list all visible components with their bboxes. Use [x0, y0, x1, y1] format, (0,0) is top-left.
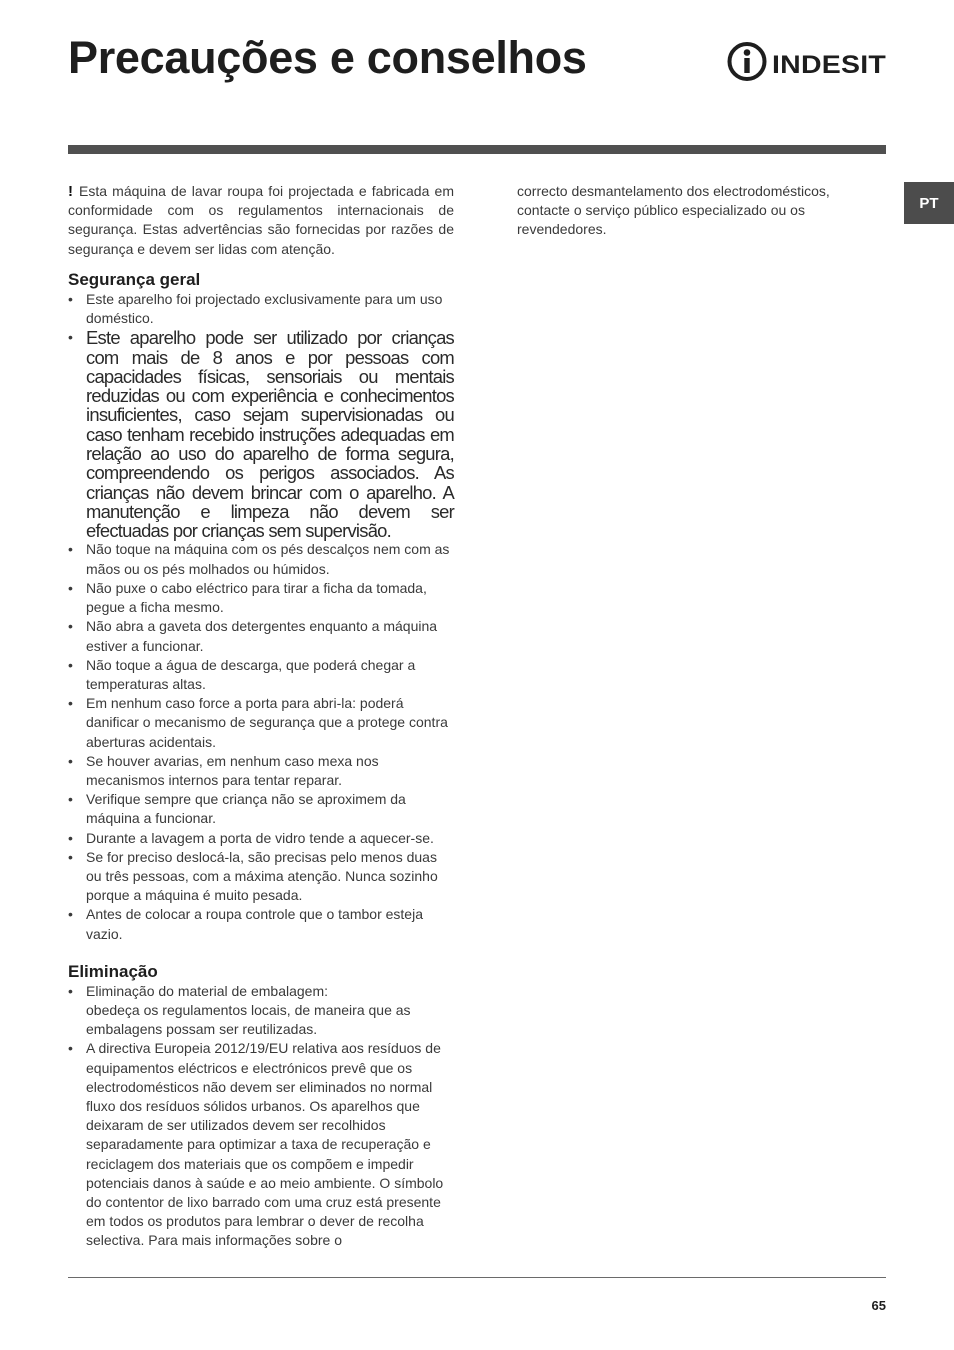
list-item: • Antes de colocar a roupa controle que o tambor esteja vazio.: [68, 905, 454, 943]
indesit-logo-icon: [726, 40, 888, 84]
intro-text: Esta máquina de lavar roupa foi projectada e fabricada em conformidade com os regulamentos internacionais de segurança. Estas advertências são fornecidas por razões de segurança e devem ser lidas com atenção.: [68, 183, 454, 257]
brand-text: INDESIT: [772, 51, 886, 79]
list-item: • A directiva Europeia 2012/19/EU relativa aos resíduos de equipamentos eléctricos e electrónicos prevê que os electrodomésticos não devem ser eliminados no normal fluxo dos resíduos sólidos urbanos. Os aparelhos que deixaram de ser utilizados devem ser recolhidos separadamente para optimizar a taxa de recuperação e reciclagem dos materiais que os compõem e impedir potenciais danos à saúde e ao meio ambiente. O símbolo do contentor de lixo barrado com uma cruz está presente em todos os produtos para lembrar o dever de recolha selectiva. Para mais informações sobre o: [68, 1039, 454, 1250]
eliminacao-list: [68, 982, 454, 1251]
language-tab: PT: [904, 182, 954, 224]
page-title: Precauções e conselhos: [68, 32, 587, 83]
list-item: • Em nenhum caso force a porta para abri-la: poderá danificar o mecanismo de segurança que a protege contra aberturas acidentais.: [68, 694, 454, 752]
section-heading-eliminacao: Eliminação: [68, 961, 158, 981]
list-item-children-warning: • Este aparelho pode ser utilizado por crianças com mais de 8 anos e por pessoas com capacidades físicas, sensoriais ou mentais reduzidas ou com experiência e conhecimentos insuficientes, caso sejam supervisionadas ou caso tenham recebido instruções adequadas em relação ao uso do aparelho de forma segura, compreendendo os perigos associados. As crianças não devem brincar com o aparelho. A manutenção e limpeza não devem ser efectuadas por crianças sem supervisão.: [68, 328, 454, 540]
list-item: • Eliminação do material de embalagem: obedeça os regulamentos locais, de maneira que as embalagens possam ser reutilizadas.: [68, 982, 454, 1040]
list-item: • Não abra a gaveta dos detergentes enquanto a máquina estiver a funcionar.: [68, 617, 454, 655]
warning-mark-icon: !: [68, 183, 73, 200]
header-rule: [68, 145, 886, 154]
continuation-paragraph: correcto desmantelamento dos electrodomésticos, contacte o serviço público especializado ou os revendedores.: [517, 183, 830, 238]
page-number: 65: [871, 1298, 886, 1313]
seguranca-list: [68, 290, 454, 944]
list-item: • Não toque a água de descarga, que poderá chegar a temperaturas altas.: [68, 656, 454, 694]
right-column: [517, 182, 886, 240]
list-item: • Este aparelho foi projectado exclusivamente para um uso doméstico.: [68, 290, 454, 328]
footer-rule: [68, 1277, 886, 1278]
list-item: • Não toque na máquina com os pés descalços nem com as mãos ou os pés molhados ou húmidos.: [68, 540, 454, 578]
indesit-logo: [726, 40, 888, 84]
list-item: • Se houver avarias, em nenhum caso mexa nos mecanismos internos para tentar reparar.: [68, 752, 454, 790]
list-item: • Verifique sempre que criança não se aproximem da máquina a funcionar.: [68, 790, 454, 828]
list-item: • Durante a lavagem a porta de vidro tende a aquecer-se.: [68, 829, 454, 848]
list-item: • Se for preciso deslocá-la, são precisas pelo menos duas ou três pessoas, com a máxima atenção. Nunca sozinho porque a máquina é muito pesada.: [68, 848, 454, 906]
intro-paragraph: [68, 182, 454, 259]
left-column: [68, 182, 454, 1251]
list-item: • Não puxe o cabo eléctrico para tirar a ficha da tomada, pegue a ficha mesmo.: [68, 579, 454, 617]
section-heading-seguranca: Segurança geral: [68, 269, 201, 289]
